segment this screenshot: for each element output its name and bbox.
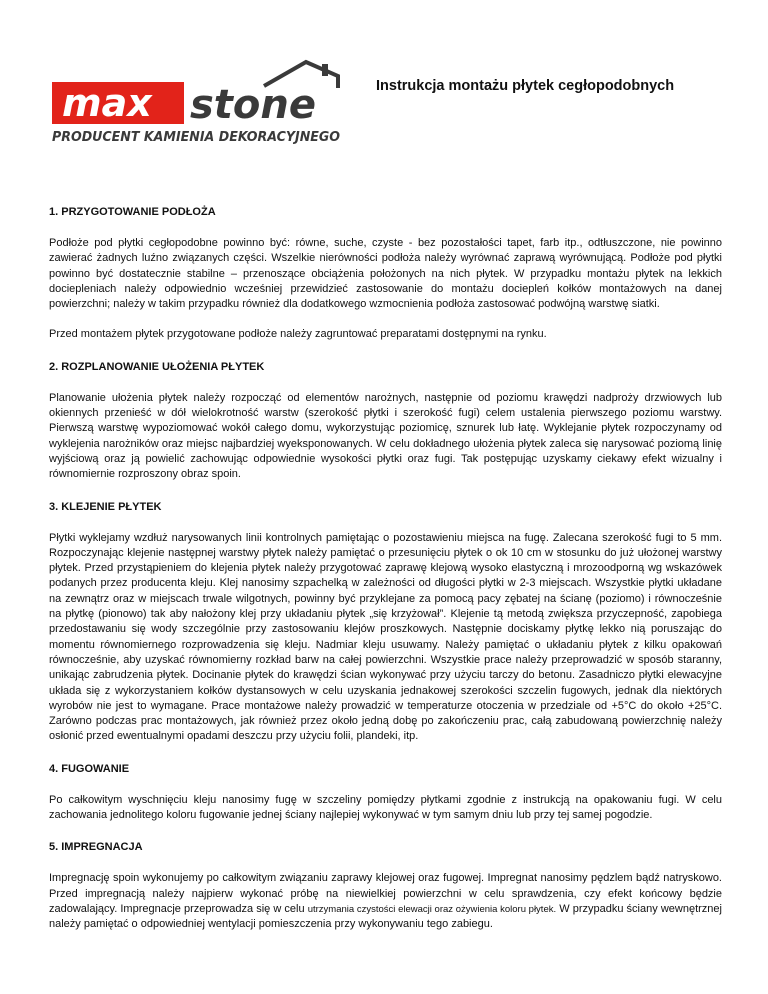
section-paragraph	[49, 871, 722, 932]
paragraph-part: W przypadku ściany wewnętrznej należy pamiętać o odpowiedniej wentylacji pomieszczenia przy wykonywaniu tego zabiegu.	[49, 902, 722, 931]
document-body	[49, 205, 722, 933]
paragraph-part-small: utrzymania czystości elewacji oraz ożywienia koloru płytek.	[307, 903, 557, 915]
section-heading: 1. PRZYGOTOWANIE PODŁOŻA	[49, 206, 216, 218]
section-heading: 2. ROZPLANOWANIE UŁOŻENIA PŁYTEK	[49, 360, 265, 373]
section-impregnation	[49, 840, 722, 932]
section-paragraph: Płytki wyklejamy wzdłuż narysowanych linii kontrolnych pamiętając o pozostawieniu miejsca na fugę. Zalecana szerokość fugi to 5 mm. Rozpoczynając klejenie następnej warstwy płytek należy pamiętać o przesunięciu płytek o ok 10 cm w stosunku do już ułożonej warstwy płytek. Przed przystąpieniem do klejenia płytek należy przygotować zaprawę klejową wysoko elastyczną i mrozoodporną wg wskazówek podanych przez producenta kleju. Klej nanosimy szpachelką w zależności od długości płytki w 2-3 miejscach. Wszystkie płytki układane na zewnątrz oraz w miejscach trwale wilgotnych, powinny być przyklejane za pomocą pacy zębatej na ścianę (poziomo) i równocześnie na płytkę (pionowo) tak aby nałożony klej przy układaniu płytek „się krzyżował”. Klejenie tą metodą zwiększa przyczepność, zapobiega przedostawaniu się wody szczególnie przy zastosowaniu klejów proszkowych. Następnie dociskamy płytkę lekko nią poruszając do momentu równomiernego rozprowadzenia się kleju. Nadmiar kleju usuwamy. Należy pamiętać o układaniu płytek z kilku opakowań równocześnie, aby uzyskać równomierny rozkład barw na całej powierzchni. Wszystkie prace należy przeprowadzić w sposób staranny, unikając zabrudzenia płytek. Docinanie płytek do krawędzi ścian wykonywać przy użyciu tarczy do betonu. Zasadniczo płytki elewacyjne układa się z wykorzystaniem kołków dystansowych w celu uzyskania jednakowej szerokości szczelin fugowych, jednak dla niektórych wyrobów nie jest to wymagane. Prace montażowe należy prowadzić w temperaturze otoczenia w przedziale od +5°C do około +25°C. Zarówno podczas prac montażowych, jak również przez około jedną dobę po zakończeniu prac, całą zabudowaną powierzchnię należy osłonić przed ewentualnymi opadami deszczu przy użyciu folii, plandeki, itp.	[49, 531, 722, 743]
logo-word-max: max	[62, 81, 152, 125]
document-title: Instrukcja montażu płytek cegłopodobnych	[376, 78, 675, 94]
maxstone-logo	[50, 58, 350, 148]
section-grouting	[49, 762, 722, 824]
section-layout-planning	[49, 360, 722, 483]
section-paragraph: Planowanie ułożenia płytek należy rozpocząć od elementów narożnych, następnie od poziomu krawędzi nadproży drzwiowych lub okiennych przenieść w dół wielokrotność warstw (szerokość płytki i szerokość fugi) celem ustalenia pierwszego poziomu warstwy. Pierwszą warstwę wypoziomować wokół całego domu, wykorzystując poziomicę, sznurek lub łatę. Wyklejanie płytek rozpoczynamy od wyklejenia narożników oraz miejsc najbardziej wyeksponowanych. W celu dokładnego ułożenia płytek zaleca się narysować poziomą linię wyjściową oraz ją powielić zachowując odpowiednie wysokości płytki oraz fugi. Tak postępując uzyskamy ciekawy efekt wizualny i równomiernie rozproszony obraz spoin.	[49, 391, 722, 481]
section-heading: 5. IMPREGNACJA	[49, 841, 143, 854]
section-heading: 4. FUGOWANIE	[49, 762, 130, 775]
logo-word-stone: stone	[190, 82, 317, 128]
paragraph-part: Impregnację spoin wykonujemy po całkowitym związaniu zaprawy klejowej oraz fugowej. Impregnat nanosimy pędzlem bądź natryskowo. Przed impregnacją należy najpierw wykonać próbę na niewielkiej powierzchni w celu sprawdzenia, czy efekt końcowy będzie zadowalający. Impregnacje przeprowadza się w celu	[49, 872, 722, 915]
section-tile-gluing	[49, 500, 722, 745]
logo-tagline: PRODUCENT KAMIENIA DEKORACYJNEGO	[52, 129, 341, 145]
section-surface-preparation	[49, 205, 722, 343]
section-paragraph: Po całkowitym wyschnięciu kleju nanosimy fugę w szczeliny pomiędzy płytkami zgodnie z instrukcją na opakowaniu fugi. W celu zachowania jednolitego koloru fugowanie jednej ściany najlepiej wykonywać w tym samym dniu lub przy tej samej pogodzie.	[49, 793, 722, 822]
section-heading: 3. KLEJENIE PŁYTEK	[49, 500, 162, 513]
section-paragraph: Podłoże pod płytki cegłopodobne powinno być: równe, suche, czyste - bez pozostałości tapet, farb itp., odtłuszczone, nie powinno zawierać żadnych luźno związanych części. Wszelkie nierówności podłoża należy wyrównać zaprawą wyrównującą. Podłoże pod płytki powinno być dostatecznie stabilne – przenoszące obciążenia położonych na nich płytek. W przypadku montażu płytek na lekkich dociepleniach należy odpowiednio wcześniej przewidzieć zastosowanie do montażu dociepleń kołków montażowych na danej powierzchni; należy w takim przypadku również dla dodatkowego wzmocnienia podłoża zastosować podwójną warstwę siatki.	[49, 237, 722, 311]
section-paragraph: Przed montażem płytek przygotowane podłoże należy zagruntować preparatami dostępnymi na rynku.	[49, 328, 547, 341]
